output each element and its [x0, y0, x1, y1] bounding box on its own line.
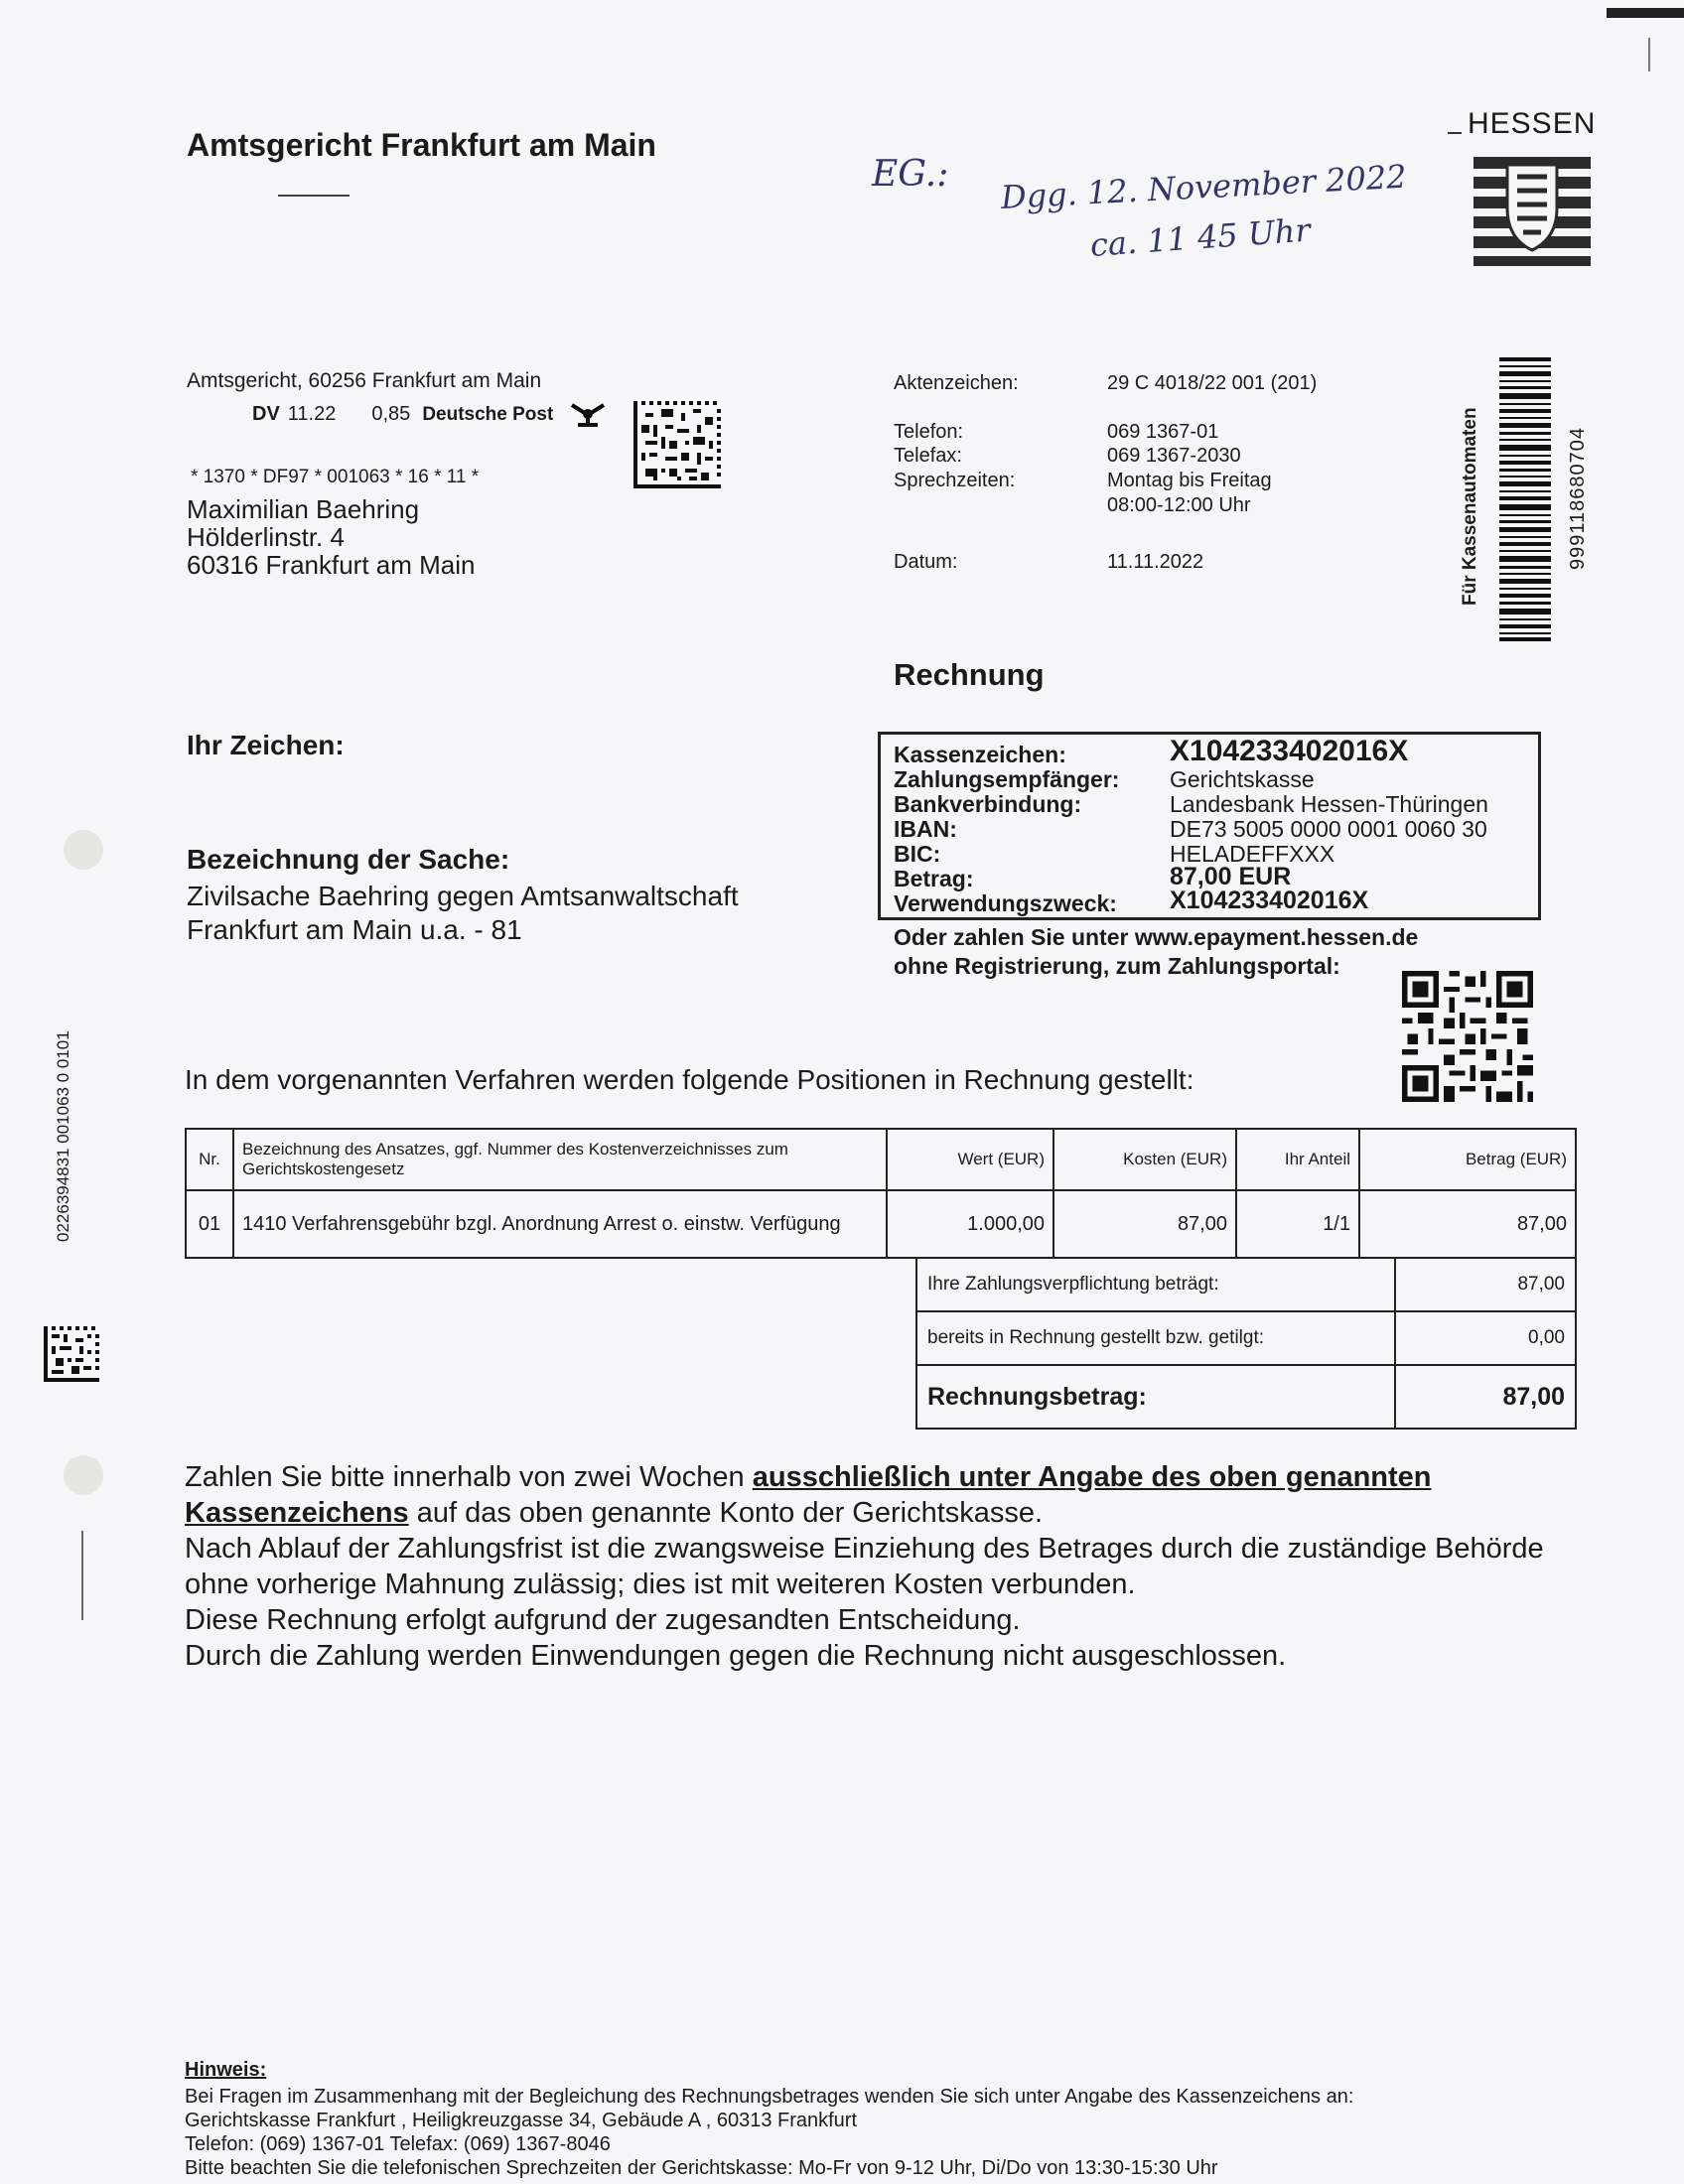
instruction-line: Diese Rechnung erfolgt aufgrund der zugesandten Entscheidung.	[185, 1604, 1021, 1636]
empfaenger-value: Gerichtskasse	[1170, 766, 1315, 792]
table-row	[186, 1190, 1576, 1258]
column-header: Nr.	[186, 1129, 233, 1190]
epayment-line: Oder zahlen Sie unter www.epayment.hessen.de	[894, 924, 1419, 950]
sache-title: Bezeichnung der Sache:	[187, 844, 510, 875]
footer-line: Telefon: (069) 1367-01 Telefax: (069) 1367-8046	[185, 2133, 611, 2155]
payment-instructions	[185, 1459, 1575, 1674]
punch-hole	[64, 830, 103, 870]
hessen-crest-icon	[1474, 157, 1591, 266]
totals-row	[916, 1311, 1576, 1365]
cell-anteil: 1/1	[1236, 1190, 1359, 1258]
totals-row	[916, 1365, 1576, 1429]
sprechzeiten-hours: 08:00-12:00 Uhr	[1107, 494, 1251, 516]
divider	[278, 195, 350, 197]
rechnung-title: Rechnung	[894, 657, 1045, 692]
column-header: Kosten (EUR)	[1053, 1129, 1236, 1190]
betrag-value: 87,00 EUR	[1170, 863, 1292, 890]
telefon-label: Telefon:	[894, 421, 964, 443]
bereits-value: 0,00	[1395, 1311, 1576, 1365]
cell-wert: 1.000,00	[887, 1190, 1053, 1258]
telefon-value: 069 1367-01	[1107, 421, 1219, 443]
footer-line: Bitte beachten Sie die telefonischen Sprechzeiten der Gerichtskasse: Mo-Fr von 9-12 Uhr, Di/Do von 13:30-15:30 Uhr	[185, 2157, 1218, 2179]
zweck-label: Verwendungszweck:	[894, 890, 1117, 916]
handwritten-note: Dgg. 12. November 2022	[1000, 157, 1408, 216]
routing-code: * 1370 * DF97 * 001063 * 16 * 11 *	[191, 467, 480, 487]
handwritten-note: EG.:	[872, 154, 949, 195]
empfaenger-label: Zahlungsempfänger:	[894, 766, 1120, 792]
aktenzeichen-label: Aktenzeichen:	[894, 372, 1019, 394]
fold-mark	[81, 1531, 83, 1620]
bic-label: BIC:	[894, 841, 941, 867]
sache-line: Zivilsache Baehring gegen Amtsanwaltschaft	[187, 881, 739, 911]
recipient-city: 60316 Frankfurt am Main	[187, 550, 476, 580]
footer-line: Bei Fragen im Zusammenhang mit der Begleichung des Rechnungsbetrages wenden Sie sich unter Angabe des Kassenzeichens an:	[185, 2086, 1354, 2108]
barcode-icon	[1499, 357, 1551, 641]
zweck-value: X104233402016X	[1170, 887, 1369, 914]
postage-price: 0,85	[371, 403, 411, 425]
sprechzeiten-label: Sprechzeiten:	[894, 470, 1016, 491]
iban-label: IBAN:	[894, 816, 957, 842]
sender-line: Amtsgericht, 60256 Frankfurt am Main	[187, 369, 542, 392]
postage-code: DV	[252, 403, 280, 425]
recipient-street: Hölderlinstr. 4	[187, 522, 345, 552]
instruction-line: Nach Ablauf der Zahlungsfrist ist die zwangsweise Einziehung des Betrages durch die zuständige Behörde ohne vorherige Mahnung zulässig; dies ist mit weiteren Kosten verbunden.	[185, 1533, 1544, 1600]
postage-stamp	[252, 403, 553, 426]
totals-row	[916, 1258, 1576, 1311]
cell-betrag: 87,00	[1359, 1190, 1576, 1258]
sprechzeiten-value: Montag bis Freitag	[1107, 470, 1272, 491]
margin-code: 0226394831 001063 0 0101	[54, 1030, 72, 1243]
recipient-name: Maximilian Baehring	[187, 494, 420, 524]
hinweis-title: Hinweis:	[185, 2059, 267, 2081]
positions-intro: In dem vorgenannten Verfahren werden folgende Positionen in Rechnung gestellt:	[185, 1064, 1194, 1095]
court-title: Amtsgericht Frankfurt am Main	[187, 127, 656, 163]
edge-mark	[1607, 8, 1684, 18]
punch-hole	[64, 1455, 103, 1495]
sache-line: Frankfurt am Main u.a. - 81	[187, 914, 522, 945]
kassenzeichen-value: X104233402016X	[1170, 735, 1409, 767]
rechnungsbetrag-value: 87,00	[1395, 1365, 1576, 1429]
betrag-label: Betrag:	[894, 866, 974, 891]
epayment-note	[894, 923, 1418, 981]
datamatrix-code-icon	[44, 1326, 99, 1382]
epayment-line: ohne Registrierung, zum Zahlungsportal:	[894, 953, 1340, 979]
column-header: Wert (EUR)	[887, 1129, 1053, 1190]
instruction-text: Zahlen Sie bitte innerhalb von zwei Wochen	[185, 1461, 753, 1493]
handwritten-note: ca. 11 45 Uhr	[1088, 210, 1312, 264]
cell-description: 1410 Verfahrensgebühr bzgl. Anordnung Arrest o. einstw. Verfügung	[233, 1190, 887, 1258]
instruction-text: auf das oben genannte Konto der Gerichtskasse.	[408, 1497, 1044, 1529]
state-label: HESSEN	[1468, 107, 1597, 140]
column-header: Ihr Anteil	[1236, 1129, 1359, 1190]
recipient-address	[187, 495, 475, 579]
bereits-label: bereits in Rechnung gestellt bzw. getilgt:	[916, 1311, 1395, 1365]
aktenzeichen-value: 29 C 4018/22 001 (201)	[1107, 372, 1318, 394]
datum-label: Datum:	[894, 551, 958, 573]
barcode-number: 9991186807​04	[1567, 427, 1589, 570]
cell-kosten: 87,00	[1053, 1190, 1236, 1258]
ihr-zeichen-label: Ihr Zeichen:	[187, 730, 345, 760]
totals-table	[915, 1257, 1577, 1430]
telefax-label: Telefax:	[894, 445, 962, 467]
bank-value: Landesbank Hessen-Thüringen	[1170, 791, 1488, 817]
datum-value: 11.11.2022	[1107, 551, 1204, 573]
kassenzeichen-label: Kassenzeichen:	[894, 742, 1066, 767]
iban-value: DE73 5005 0000 0001 0060 30	[1170, 816, 1487, 842]
footer-note	[185, 2085, 1353, 2180]
bank-label: Bankverbindung:	[894, 791, 1082, 817]
column-header: Bezeichnung des Ansatzes, ggf. Nummer des Kostenverzeichnisses zum Gerichtskostengesetz	[233, 1129, 887, 1190]
sache-description	[187, 880, 739, 947]
divider	[1448, 132, 1462, 134]
instruction-emphasis: ausschließlich unter Angabe des oben genannten Kassenzeichens	[185, 1461, 1432, 1529]
verpflichtung-label: Ihre Zahlungsverpflichtung beträgt:	[916, 1258, 1395, 1311]
cell-nr: 01	[186, 1190, 233, 1258]
postage-carrier: Deutsche Post	[422, 404, 554, 425]
footer-line: Gerichtskasse Frankfurt , Heiligkreuzgasse 34, Gebäude A , 60313 Frankfurt	[185, 2110, 858, 2131]
positions-table	[185, 1128, 1577, 1259]
bic-value: HELADEFFXXX	[1170, 841, 1335, 867]
verpflichtung-value: 87,00	[1395, 1258, 1576, 1311]
instruction-line	[185, 1459, 1575, 1531]
barcode-caption: Für Kassenautomaten	[1460, 407, 1480, 606]
postage-date: 11.22	[287, 403, 337, 425]
table-header-row	[186, 1129, 1576, 1190]
rechnungsbetrag-label: Rechnungsbetrag:	[916, 1365, 1395, 1429]
edge-tick	[1648, 38, 1650, 71]
telefax-value: 069 1367-2030	[1107, 445, 1241, 467]
column-header: Betrag (EUR)	[1359, 1129, 1576, 1190]
instruction-line: Durch die Zahlung werden Einwendungen gegen die Rechnung nicht ausgeschlossen.	[185, 1640, 1287, 1672]
post-horn-icon	[570, 401, 606, 429]
datamatrix-code-icon	[633, 401, 721, 488]
qr-code-icon	[1402, 971, 1533, 1102]
